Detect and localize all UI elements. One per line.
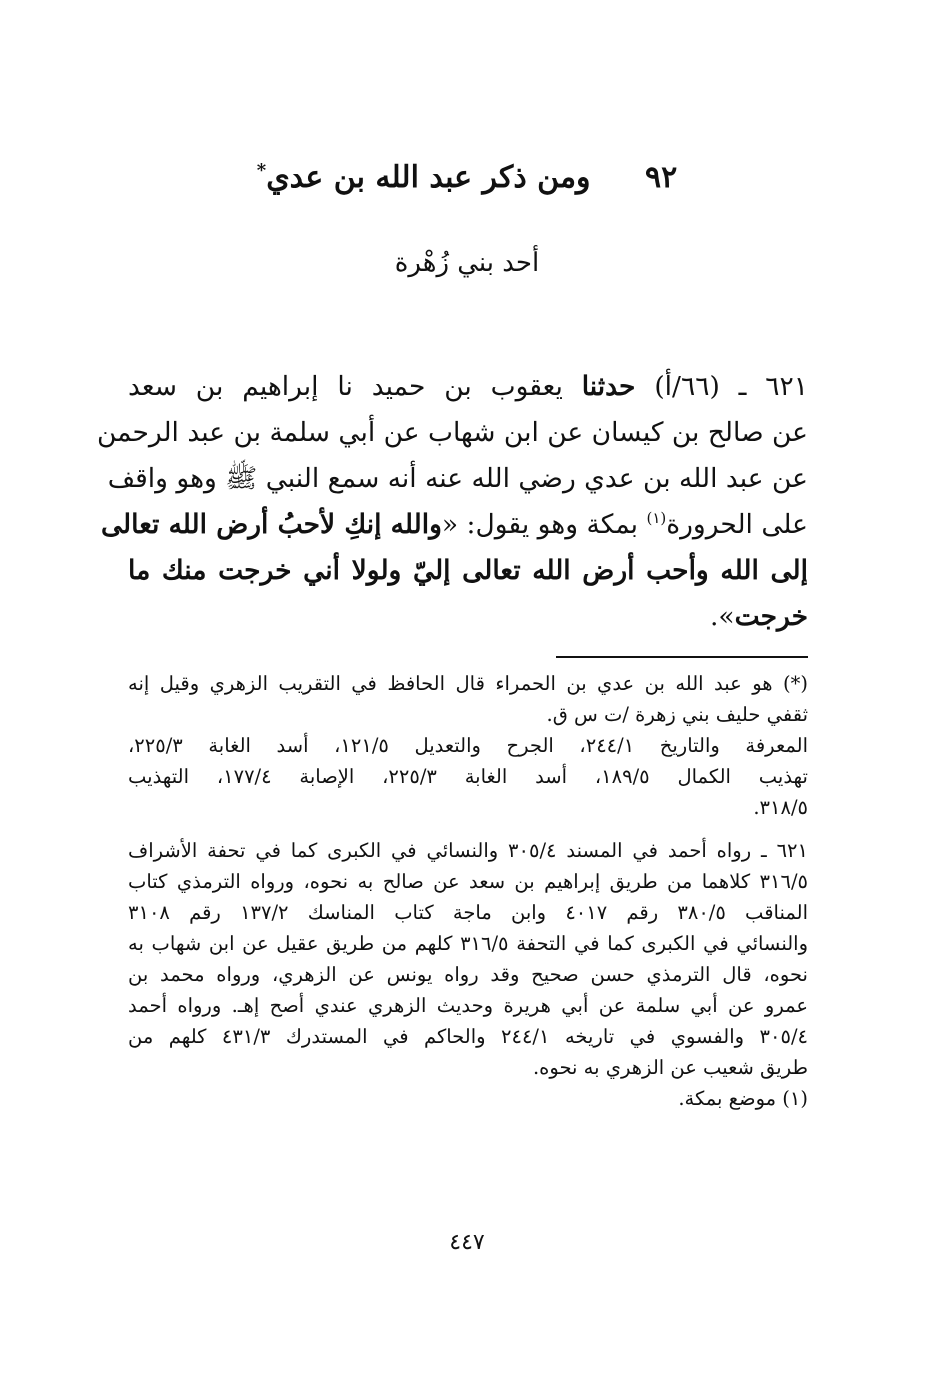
footnote-gap	[128, 823, 808, 835]
hadith-opening: حدثنا	[581, 371, 636, 402]
takhrij-line: ٦٢١ ـ رواه أحمد في المسند ٣٠٥/٤ والنسائي في الكبرى كما في تحفة الأشراف	[128, 839, 808, 862]
footnote-line: (*) هو عبد الله بن عدي بن الحمراء قال الحافظ في التقريب الزهري وقيل إنه	[128, 672, 808, 695]
chapter-title-text: ومن ذكر عبد الله بن عدي	[266, 160, 591, 195]
footnote-1: (١) موضع بمكة.	[678, 1087, 808, 1110]
hadith-text-segment: على الحرورة	[666, 509, 808, 540]
chapter-title	[257, 160, 591, 195]
hadith-matn: والله إنكِ لأحبُ أرض الله تعالى	[100, 509, 442, 540]
chapter-subtitle: أحد بني زُهْرة	[394, 248, 540, 278]
hadith-text	[96, 364, 808, 640]
footnote-divider	[556, 656, 808, 658]
hadith-number: ٦٢١ ـ (٦٦/أ)	[635, 371, 808, 402]
chapter-heading	[0, 160, 934, 195]
takhrij-line: المناقب ٣٨٠/٥ رقم ٤٠١٧ وابن ماجة كتاب المناسك ١٣٧/٢ رقم ٣١٠٨	[128, 901, 808, 924]
footnote-line: تهذيب الكمال ١٨٩/٥، أسد الغابة ٢٢٥/٣، الإصابة ١٧٧/٤، التهذيب	[128, 765, 808, 788]
hadith-text-segment: بمكة وهو يقول: «	[441, 509, 647, 540]
takhrij-line: نحوه، قال الترمذي حسن صحيح وقد رواه يونس عن الزهري، ورواه محمد بن	[128, 963, 808, 986]
footnote-line: ٣١٨/٥.	[753, 796, 808, 819]
footnote-marker: (١)	[646, 509, 667, 528]
takhrij-line: طريق شعيب عن الزهري به نحوه.	[532, 1056, 808, 1079]
chapter-number: ٩٢	[644, 160, 678, 195]
hadith-line	[128, 364, 808, 410]
page-number: ٤٤٧	[449, 1230, 485, 1255]
hadith-text-segment: ».	[709, 601, 735, 632]
takhrij-line: عمرو عن أبي سلمة عن أبي هريرة وحديث الزهري عندي أصح إهـ. ورواه أحمد	[128, 994, 808, 1017]
takhrij-line: ٣١٦/٥ كلاهما من طريق إبراهيم بن سعد عن صالح به نحوه، ورواه الترمذي كتاب	[128, 870, 808, 893]
hadith-line	[128, 594, 808, 640]
hadith-isnad: يعقوب بن حميد نا إبراهيم بن سعد	[128, 371, 582, 402]
takhrij-line: والنسائي في الكبرى كما في التحفة ٣١٦/٥ كلهم من طريق عقيل عن ابن شهاب به	[128, 932, 808, 955]
hadith-line: إلى الله وأحب أرض الله تعالى إليّ ولولا أني خرجت منك ما	[128, 555, 808, 586]
footnote-line: المعرفة والتاريخ ٢٤٤/١، الجرح والتعديل ١٢١/٥، أسد الغابة ٢٢٥/٣،	[128, 734, 808, 757]
hadith-line: عن صالح بن كيسان عن ابن شهاب عن أبي سلمة بن عبد الرحمن	[96, 417, 808, 448]
hadith-line	[100, 502, 808, 548]
chapter-title-asterisk: *	[256, 160, 267, 181]
hadith-matn: خرجت	[734, 601, 808, 632]
footnotes	[128, 668, 808, 1114]
hadith-line: عن عبد الله بن عدي رضي الله عنه أنه سمع النبي ﷺ وهو واقف	[107, 463, 808, 494]
footnote-line: ثقفي حليف بني زهرة /ت س ق.	[546, 703, 808, 726]
takhrij-line: ٣٠٥/٤ والفسوي في تاريخه ٢٤٤/١ والحاكم في المستدرك ٤٣١/٣ كلهم من	[128, 1025, 808, 1048]
